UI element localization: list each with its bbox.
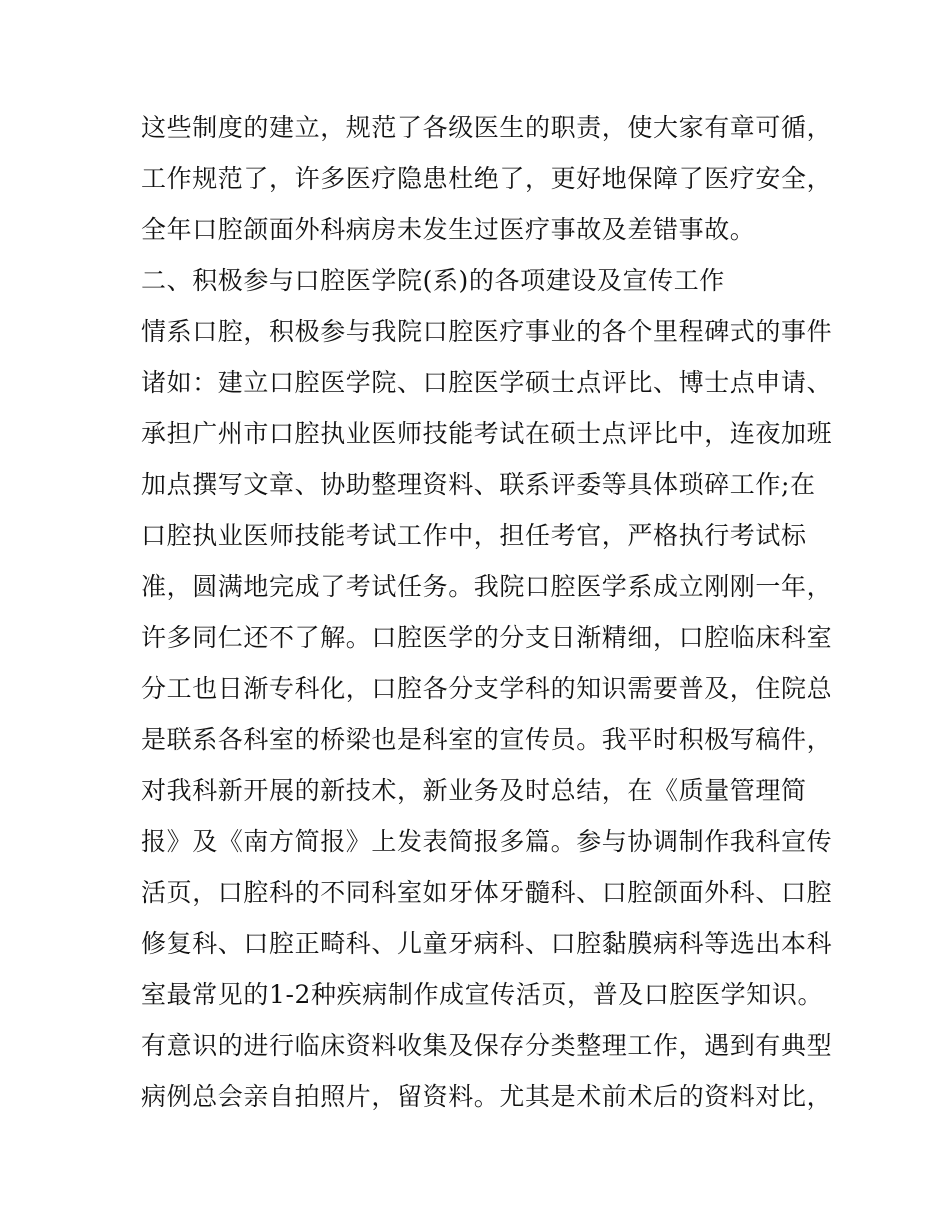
text-line: 全年口腔颌面外科病房未发生过医疗事故及差错事故。 (141, 215, 756, 244)
text-line: 工作规范了，许多医疗隐患杜绝了，更好地保障了医疗安全， (141, 164, 833, 193)
text-line: 许多同仁还不了解。口腔医学的分支日渐精细，口腔临床科室 (141, 623, 833, 652)
text-line: 情系口腔，积极参与我院口腔医疗事业的各个里程碑式的事件 (141, 317, 833, 346)
text-line: 对我科新开展的新技术，新业务及时总结，在《质量管理简 (141, 776, 807, 805)
text-line: 准，圆满地完成了考试任务。我院口腔医学系成立刚刚一年， (141, 572, 833, 601)
text-line: 病例总会亲自拍照片，留资料。尤其是术前术后的资料对比， (141, 1082, 833, 1111)
text-line: 诸如：建立口腔医学院、口腔医学硕士点评比、博士点申请、 (141, 368, 833, 397)
text-line: 报》及《南方简报》上发表简报多篇。参与协调制作我科宣传 (141, 827, 833, 856)
text-line: 分工也日渐专科化，口腔各分支学科的知识需要普及，住院总 (141, 674, 833, 703)
text-line: 加点撰写文章、协助整理资料、联系评委等具体琐碎工作;在 (141, 470, 816, 499)
section-heading: 二、积极参与口腔医学院(系)的各项建设及宣传工作 (141, 266, 725, 295)
text-line: 室最常见的1-2种疾病制作成宣传活页，普及口腔医学知识。 (141, 980, 824, 1009)
text-line: 口腔执业医师技能考试工作中，担任考官，严格执行考试标 (141, 521, 807, 550)
text-line: 活页，口腔科的不同科室如牙体牙髓科、口腔颌面外科、口腔 (141, 878, 833, 907)
text-line: 承担广州市口腔执业医师技能考试在硕士点评比中，连夜加班 (141, 419, 833, 448)
text-line: 修复科、口腔正畸科、儿童牙病科、口腔黏膜病科等选出本科 (141, 929, 833, 958)
text-line: 是联系各科室的桥梁也是科室的宣传员。我平时积极写稿件， (141, 725, 833, 754)
text-line: 有意识的进行临床资料收集及保存分类整理工作，遇到有典型 (141, 1031, 833, 1060)
text-line: 这些制度的建立，规范了各级医生的职责，使大家有章可循， (141, 113, 833, 142)
